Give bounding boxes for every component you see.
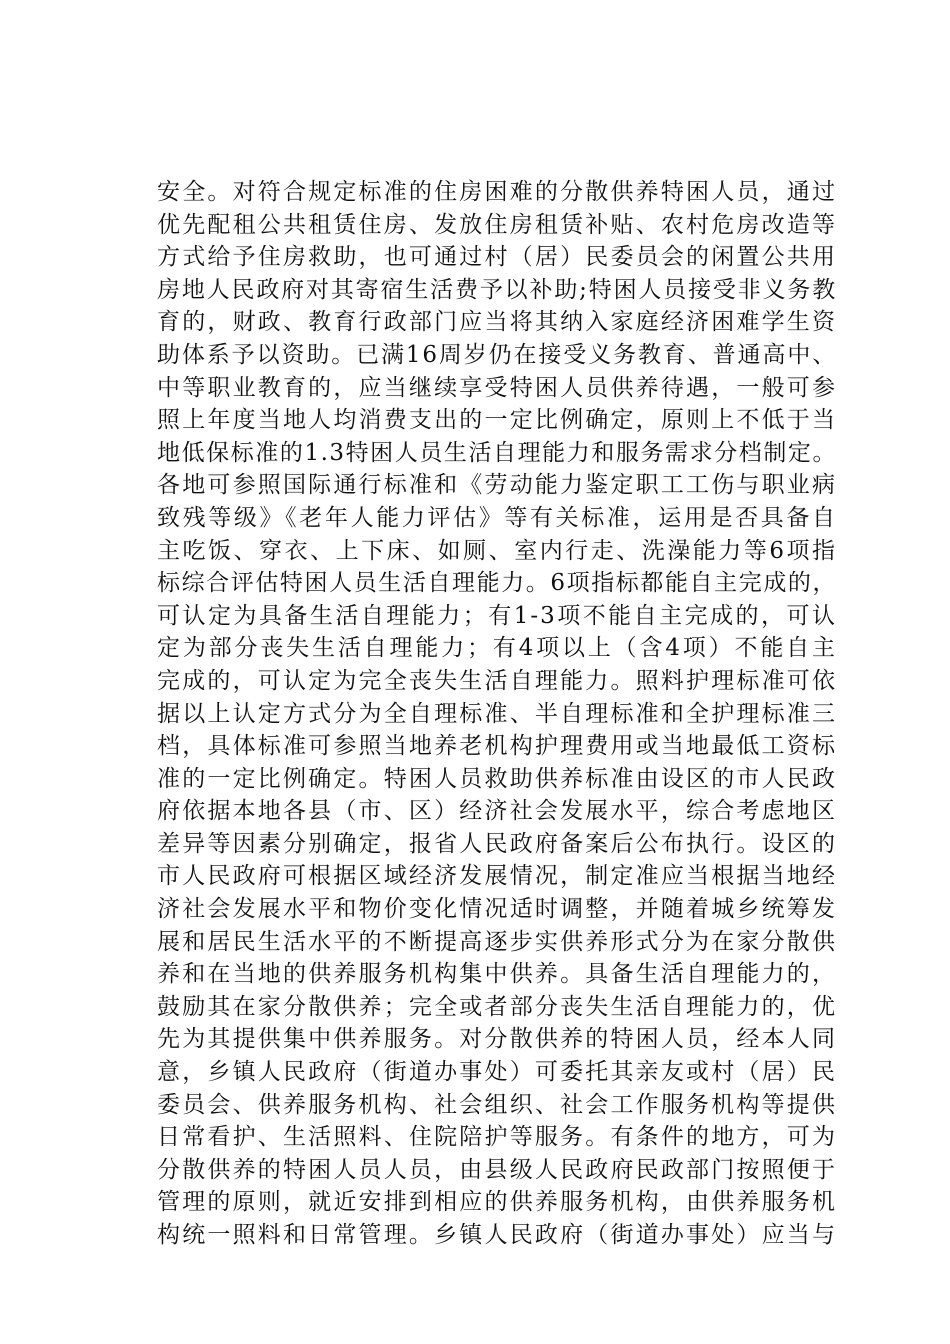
text-line: 中等职业教育的，应当继续享受特困人员供养待遇，一般可参 <box>157 374 837 401</box>
text-line: 照上年度当地人均消费支出的一定比例确定，原则上不低于当 <box>157 407 837 434</box>
text-line: 先为其提供集中供养服务。对分散供养的特困人员，经本人同 <box>157 1026 837 1053</box>
text-line: 地低保标准的1.3特困人员生活自理能力和服务需求分档制定。 <box>157 439 837 466</box>
text-line: 市人民政府可根据区域经济发展情况，制定准应当根据当地经 <box>157 863 837 890</box>
text-line: 标综合评估特困人员生活自理能力。6项指标都能自主完成的， <box>157 570 837 597</box>
text-line: 鼓励其在家分散供养；完全或者部分丧失生活自理能力的，优 <box>157 993 837 1020</box>
text-line: 管理的原则，就近安排到相应的供养服务机构，由供养服务机 <box>157 1189 837 1216</box>
text-line: 日常看护、生活照料、住院陪护等服务。有条件的地方，可为 <box>157 1124 837 1151</box>
text-line: 委员会、供养服务机构、社会组织、社会工作服务机构等提供 <box>157 1091 837 1118</box>
text-line: 助体系予以资助。已满16周岁仍在接受义务教育、普通高中、 <box>157 341 837 368</box>
text-line: 房地人民政府对其寄宿生活费予以补助;特困人员接受非义务教 <box>157 276 837 303</box>
text-line: 展和居民生活水平的不断提高逐步实供养形式分为在家分散供 <box>157 928 837 955</box>
text-line: 准的一定比例确定。特困人员救助供养标准由设区的市人民政 <box>157 765 837 792</box>
text-line: 档，具体标准可参照当地养老机构护理费用或当地最低工资标 <box>157 733 837 760</box>
text-line: 分散供养的特困人员人员，由县级人民政府民政部门按照便于 <box>157 1156 837 1183</box>
text-line: 主吃饭、穿衣、上下床、如厕、室内行走、洗澡能力等6项指 <box>157 537 837 564</box>
text-line: 构统一照料和日常管理。乡镇人民政府（街道办事处）应当与 <box>157 1222 837 1248</box>
text-line: 育的，财政、教育行政部门应当将其纳入家庭经济困难学生资 <box>157 309 837 336</box>
text-line: 致残等级》《老年人能力评估》等有关标准，运用是否具备自 <box>157 504 837 531</box>
text-line: 意，乡镇人民政府（街道办事处）可委托其亲友或村（居）民 <box>157 1059 837 1086</box>
text-line: 安全。对符合规定标准的住房困难的分散供养特困人员，通过 <box>157 179 837 205</box>
text-line: 差异等因素分别确定，报省人民政府备案后公布执行。设区的 <box>157 830 837 857</box>
body-text <box>157 176 837 1252</box>
text-line: 可认定为具备生活自理能力；有1-3项不能自主完成的，可认 <box>157 602 837 629</box>
text-line: 完成的，可认定为完全丧失生活自理能力。照料护理标准可依 <box>157 667 837 694</box>
text-line: 优先配租公共租赁住房、发放住房租赁补贴、农村危房改造等 <box>157 211 837 238</box>
text-line: 据以上认定方式分为全自理标准、半自理标准和全护理标准三 <box>157 700 837 727</box>
text-line: 定为部分丧失生活自理能力；有4项以上（含4项）不能自主 <box>157 635 837 662</box>
text-line: 济社会发展水平和物价变化情况适时调整，并随着城乡统筹发 <box>157 896 837 923</box>
text-line: 养和在当地的供养服务机构集中供养。具备生活自理能力的， <box>157 961 837 988</box>
text-line: 方式给予住房救助，也可通过村（居）民委员会的闲置公共用 <box>157 244 837 271</box>
text-line: 府依据本地各县（市、区）经济社会发展水平，综合考虑地区 <box>157 798 837 825</box>
text-line: 各地可参照国际通行标准和《劳动能力鉴定职工工伤与职业病 <box>157 472 837 499</box>
